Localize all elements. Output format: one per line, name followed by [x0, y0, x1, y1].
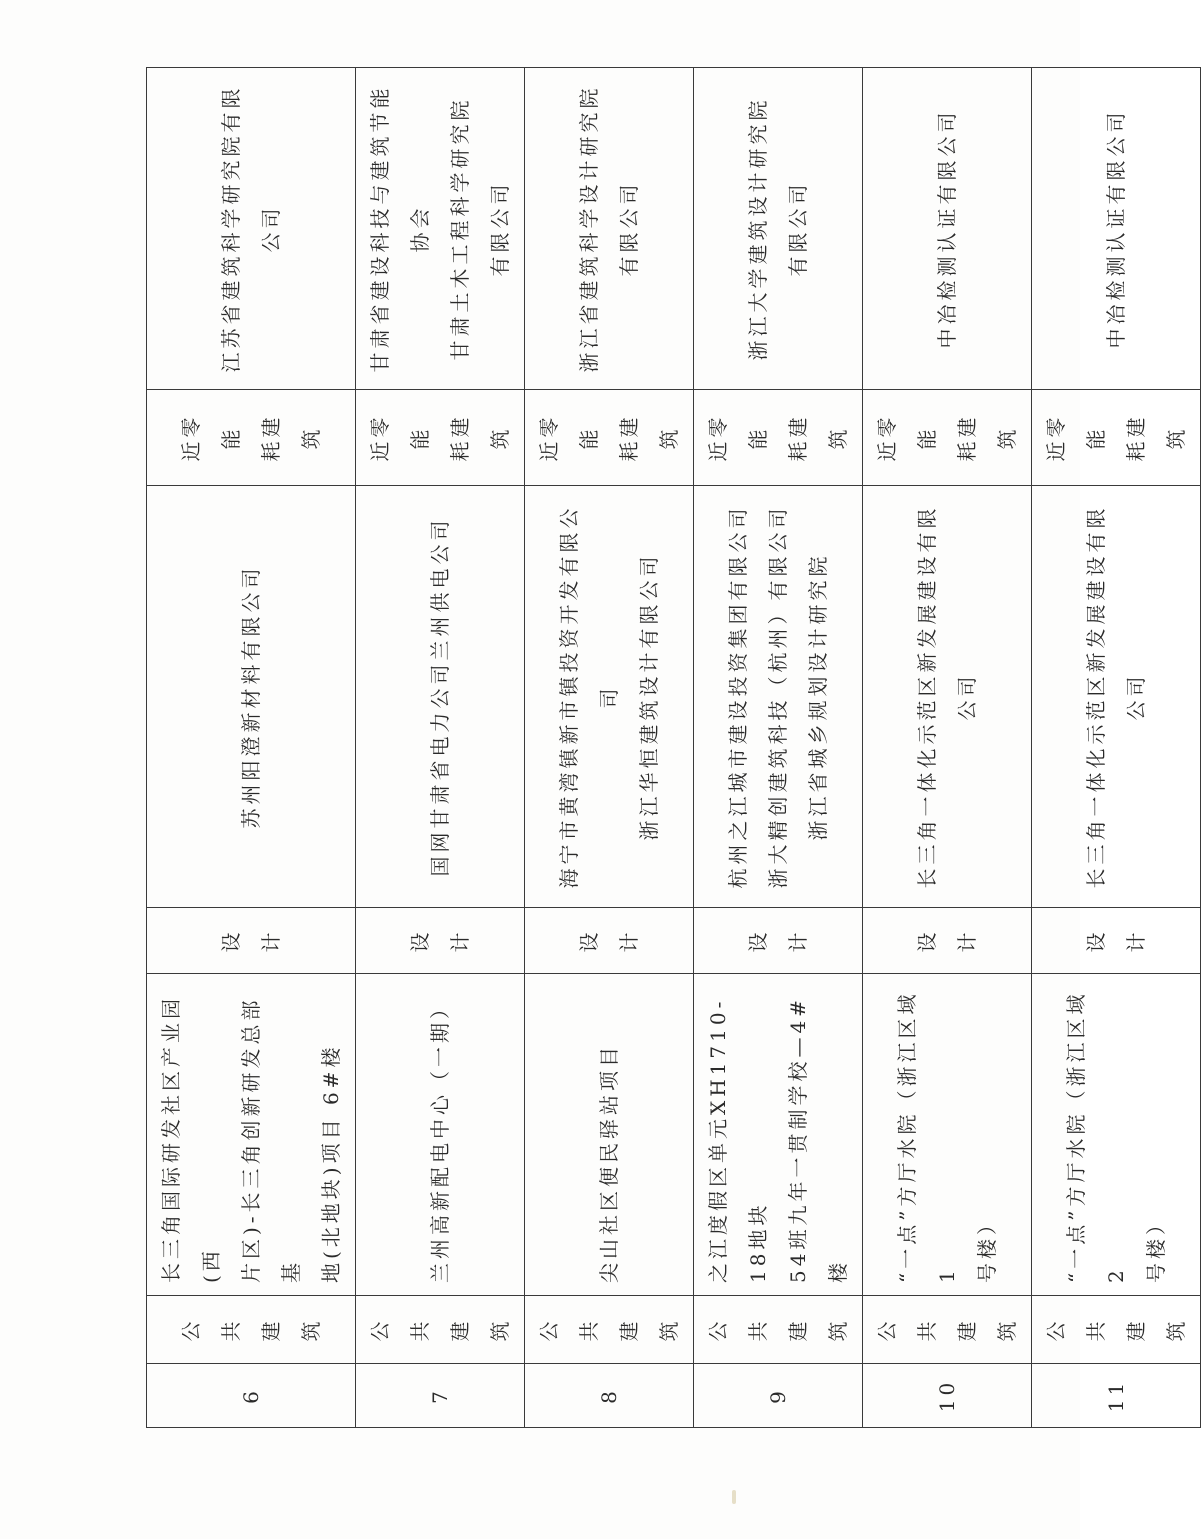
applicant-unit-line: 杭州之江城市建设投资集团有限公司 — [726, 504, 750, 889]
table-row — [356, 68, 525, 1428]
applicant-unit-cell — [1032, 486, 1201, 908]
building-category-line: 公共 — [537, 1317, 601, 1342]
building-type-line: 耗建筑 — [1124, 413, 1188, 462]
table-row — [525, 68, 694, 1428]
building-category-cell — [694, 1296, 863, 1364]
building-category-line: 建筑 — [259, 1317, 323, 1342]
project-name-line: 地(北地块)项目 6#楼 — [319, 1043, 343, 1283]
project-name-line: “一点”方厅水院（浙江区域2 — [1064, 990, 1128, 1283]
row-number-cell: 10 — [863, 1364, 1032, 1428]
evaluation-org-line: 有限公司 — [786, 180, 810, 277]
project-name-cell — [525, 974, 694, 1296]
building-category-line: 建筑 — [955, 1317, 1019, 1342]
stage-cell: 设计 — [356, 908, 525, 974]
project-name-line: 长三角国际研发社区产业园(西 — [159, 995, 223, 1283]
evaluation-org-cell — [1032, 68, 1201, 390]
building-type-cell — [356, 390, 525, 486]
project-name-line: 号楼） — [975, 1211, 999, 1283]
building-category-line: 建筑 — [448, 1317, 512, 1342]
building-type-line: 耗建筑 — [617, 413, 681, 462]
building-category-line: 公共 — [368, 1317, 432, 1342]
project-name-cell — [356, 974, 525, 1296]
row-number-cell: 6 — [147, 1364, 356, 1428]
building-type-line: 耗建筑 — [955, 413, 1019, 462]
building-category-line: 公共 — [706, 1317, 770, 1342]
building-category-line: 公共 — [1044, 1317, 1108, 1342]
applicant-unit-line: 浙江华恒建筑设计有限公司 — [637, 552, 661, 841]
project-name-line: 之江度假区单元XH1710-18地块 — [706, 997, 770, 1283]
applicant-unit-cell — [356, 486, 525, 908]
applicant-unit-line: 浙大精创建筑科技（杭州）有限公司 — [766, 504, 790, 889]
project-name-cell — [1032, 974, 1201, 1296]
applicant-unit-line: 长三角一体化示范区新发展建设有限公司 — [915, 504, 979, 889]
stage-cell: 设计 — [863, 908, 1032, 974]
evaluation-org-line: 浙江省建筑科学设计研究院 — [577, 84, 601, 373]
applicant-unit-line: 浙江省城乡规划设计研究院 — [806, 552, 830, 841]
building-category-cell — [356, 1296, 525, 1364]
building-category-line: 建筑 — [1124, 1317, 1188, 1342]
project-name-cell — [147, 974, 356, 1296]
building-type-cell — [863, 390, 1032, 486]
table-row — [863, 68, 1032, 1428]
applicant-unit-line: 苏州阳澄新材料有限公司 — [239, 564, 263, 829]
project-name-line: 尖山社区便民驿站项目 — [597, 1043, 621, 1283]
stage-cell: 设计 — [525, 908, 694, 974]
evaluation-org-line: 甘肃土木工程科学研究院 — [448, 96, 472, 361]
stage-cell: 设计 — [147, 908, 356, 974]
applicant-unit-cell — [863, 486, 1032, 908]
project-name-line: 54班九年一贯制学校—4#楼 — [786, 996, 850, 1283]
applicant-unit-cell — [694, 486, 863, 908]
applicant-unit-line: 国网甘肃省电力公司兰州供电公司 — [428, 516, 452, 877]
row-number-cell: 9 — [694, 1364, 863, 1428]
evaluation-org-line: 中冶检测认证有限公司 — [935, 108, 959, 349]
building-type-cell — [1032, 390, 1201, 486]
applicant-unit-cell — [147, 486, 356, 908]
stage-cell: 设计 — [1032, 908, 1201, 974]
building-category-line: 建筑 — [617, 1317, 681, 1342]
project-name-line: 号楼） — [1144, 1211, 1168, 1283]
evaluation-org-cell — [356, 68, 525, 390]
project-name-line: “一点”方厅水院（浙江区域1 — [895, 990, 959, 1283]
building-type-line: 耗建筑 — [259, 413, 323, 462]
evaluation-org-cell — [694, 68, 863, 390]
project-name-line: 兰州高新配电中心（一期） — [428, 995, 452, 1283]
row-number-cell: 11 — [1032, 1364, 1201, 1428]
project-table-rotated — [146, 68, 1188, 1428]
evaluation-org-line: 有限公司 — [488, 180, 512, 277]
applicant-unit-line: 长三角一体化示范区新发展建设有限公司 — [1084, 504, 1148, 889]
project-name-cell — [694, 974, 863, 1296]
table-row — [1032, 68, 1201, 1428]
building-category-cell — [147, 1296, 356, 1364]
row-number-cell: 8 — [525, 1364, 694, 1428]
evaluation-org-cell — [525, 68, 694, 390]
building-type-line: 耗建筑 — [786, 413, 850, 462]
building-type-line: 近零能 — [179, 413, 243, 462]
table-row — [147, 68, 356, 1428]
building-type-cell — [147, 390, 356, 486]
building-type-line: 近零能 — [537, 413, 601, 462]
building-type-line: 近零能 — [706, 413, 770, 462]
applicant-unit-cell — [525, 486, 694, 908]
project-table — [146, 67, 1201, 1428]
building-type-line: 近零能 — [1044, 413, 1108, 462]
building-category-line: 建筑 — [786, 1317, 850, 1342]
evaluation-org-line: 浙江大学建筑设计研究院 — [746, 96, 770, 361]
building-category-line: 公共 — [179, 1317, 243, 1342]
row-number-cell: 7 — [356, 1364, 525, 1428]
building-category-cell — [863, 1296, 1032, 1364]
building-category-cell — [525, 1296, 694, 1364]
building-category-cell — [1032, 1296, 1201, 1364]
building-type-line: 近零能 — [368, 413, 432, 462]
scan-mark — [732, 1490, 736, 1504]
building-type-cell — [694, 390, 863, 486]
project-name-line: 片区)-长三角创新研发总部基 — [239, 996, 303, 1283]
building-type-line: 耗建筑 — [448, 413, 512, 462]
project-name-cell — [863, 974, 1032, 1296]
evaluation-org-line: 有限公司 — [617, 180, 641, 277]
building-category-line: 公共 — [875, 1317, 939, 1342]
building-type-cell — [525, 390, 694, 486]
evaluation-org-line: 江苏省建筑科学研究院有限公司 — [219, 84, 283, 373]
evaluation-org-cell — [863, 68, 1032, 390]
table-row — [694, 68, 863, 1428]
evaluation-org-line: 中冶检测认证有限公司 — [1104, 108, 1128, 349]
stage-cell: 设计 — [694, 908, 863, 974]
building-type-line: 近零能 — [875, 413, 939, 462]
applicant-unit-line: 海宁市黄湾镇新市镇投资开发有限公司 — [557, 504, 621, 889]
evaluation-org-line: 甘肃省建设科技与建筑节能协会 — [368, 84, 432, 373]
evaluation-org-cell — [147, 68, 356, 390]
